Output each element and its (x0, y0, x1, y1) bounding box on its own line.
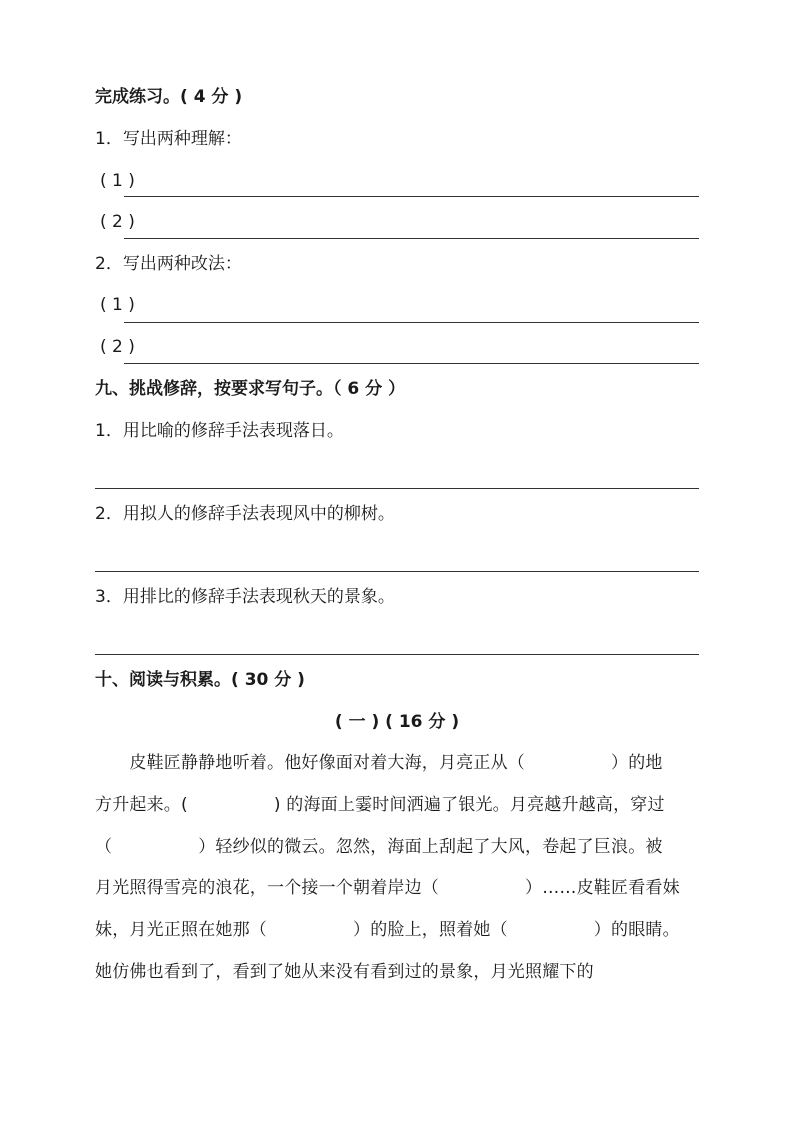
rhetoric-question-1: 1．用比喻的修辞手法表现落日。 (95, 421, 344, 441)
answer-label-2-2: ( 2 ) (100, 337, 135, 357)
answer-line[interactable] (124, 322, 699, 323)
answer-line[interactable] (124, 238, 699, 239)
answer-label-1-2: ( 2 ) (100, 212, 135, 232)
answer-label-2-1: ( 1 ) (100, 295, 135, 315)
answer-line[interactable] (95, 654, 699, 655)
answer-label-1-1: ( 1 ) (100, 171, 135, 191)
section-heading-exercise: 完成练习。( 4 分 ) (95, 87, 243, 107)
reading-part-title: ( 一 ) ( 16 分 ) (334, 712, 460, 732)
rhetoric-question-3: 3．用排比的修辞手法表现秋天的景象。 (95, 587, 395, 607)
passage-line: 她仿佛也看到了，看到了她从来没有看到过的景象，月光照耀下的 (95, 962, 594, 982)
passage-line: 皮鞋匠静静地听着。他好像面对着大海，月亮正从（ ）的地 (95, 753, 663, 773)
rhetoric-question-2: 2．用拟人的修辞手法表现风中的柳树。 (95, 504, 395, 524)
passage-line: 妹，月光正照在她那（ ）的脸上，照着她（ ）的眼睛。 (95, 920, 680, 940)
answer-line[interactable] (95, 488, 699, 489)
answer-line[interactable] (124, 196, 699, 197)
passage-line: （ ）轻纱似的微云。忽然，海面上刮起了大风，卷起了巨浪。被 (95, 837, 663, 857)
passage-line: 方升起来。( ) 的海面上霎时间洒遍了银光。月亮越升越高，穿过 (95, 795, 665, 815)
answer-line[interactable] (95, 571, 699, 572)
question-2-prompt: 2．写出两种改法： (95, 254, 242, 274)
passage-line: 月光照得雪亮的浪花，一个接一个朝着岸边（ ）……皮鞋匠看看妹 (95, 878, 680, 898)
answer-line[interactable] (124, 363, 699, 364)
question-1-prompt: 1．写出两种理解： (95, 129, 242, 149)
section-heading-reading: 十、阅读与积累。( 30 分 ) (95, 670, 305, 690)
section-heading-rhetoric: 九、挑战修辞，按要求写句子。（ 6 分 ） (95, 379, 406, 399)
